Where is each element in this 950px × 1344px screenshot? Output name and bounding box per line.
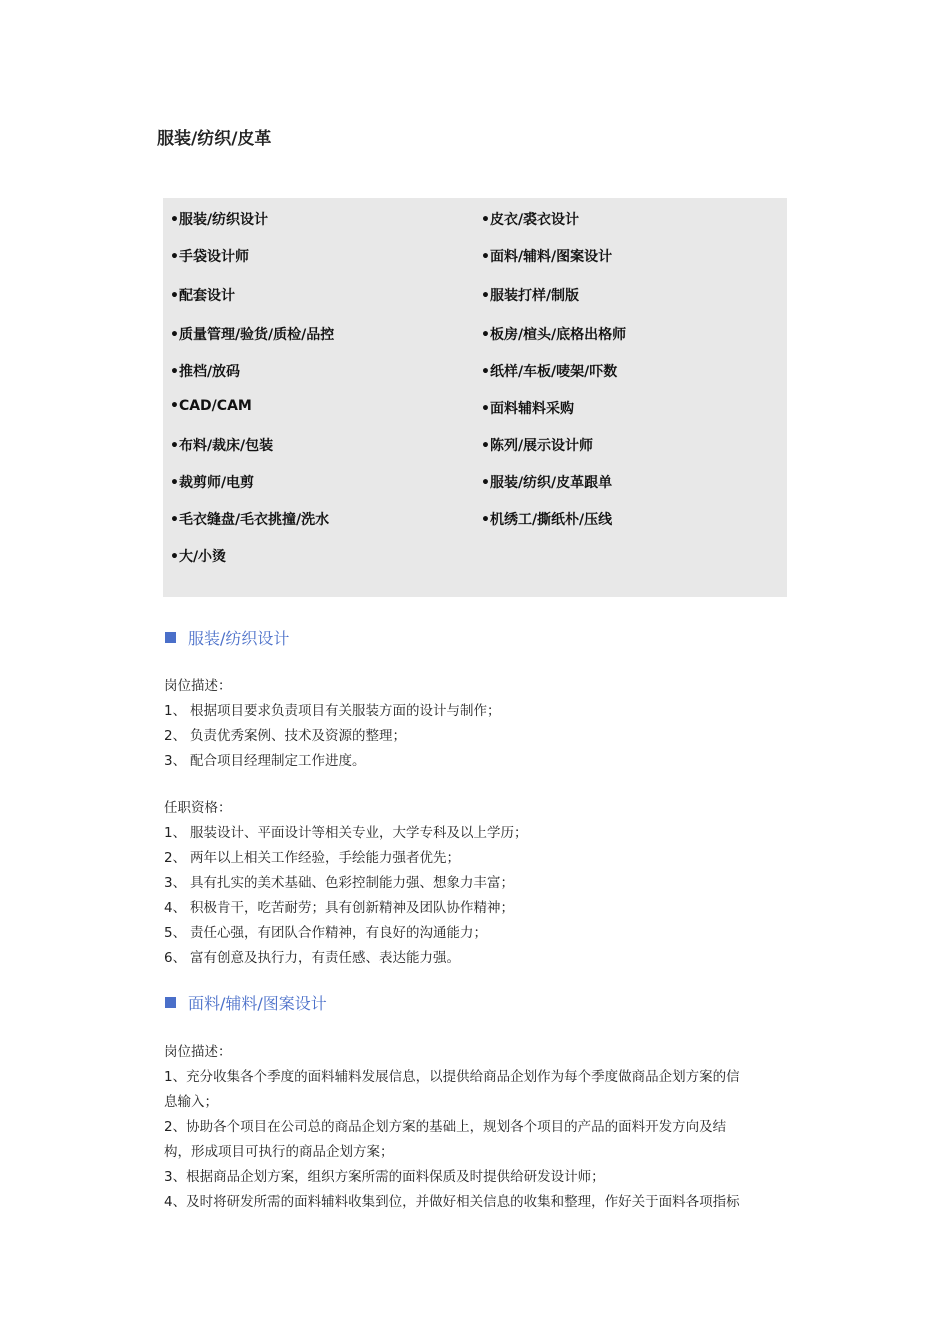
square-bullet-icon <box>165 997 176 1008</box>
category-item[interactable]: •裁剪师/电剪 <box>170 475 255 491</box>
category-item[interactable]: •面料/辅料/图案设计 <box>481 249 613 265</box>
req-line: 4、 积极肯干，吃苦耐劳；具有创新精神及团队协作精神； <box>164 900 514 916</box>
category-item[interactable]: •CAD/CAM <box>170 398 252 414</box>
category-item[interactable]: •大/小烫 <box>170 549 227 565</box>
page-title: 服装/纺织/皮革 <box>157 129 272 149</box>
category-box <box>163 198 787 597</box>
category-item[interactable]: •纸样/车板/唛架/吓数 <box>481 364 618 380</box>
duty-line: 3、根据商品企划方案，组织方案所需的面料保质及时提供给研发设计师； <box>164 1169 605 1185</box>
category-item[interactable]: •陈列/展示设计师 <box>481 438 594 454</box>
section-heading-label: 面料/辅料/图案设计 <box>188 994 327 1013</box>
category-item[interactable]: •板房/楦头/底格出格师 <box>481 327 627 343</box>
section-heading-label: 服装/纺织设计 <box>188 629 290 648</box>
duties-label: 岗位描述： <box>164 678 232 694</box>
category-item[interactable]: •服装打样/制版 <box>481 288 580 304</box>
category-item[interactable]: •布料/裁床/包装 <box>170 438 274 454</box>
duty-line: 构，形成项目可执行的商品企划方案； <box>164 1144 394 1160</box>
duty-line: 1、充分收集各个季度的面料辅料发展信息，以提供给商品企划作为每个季度做商品企划方案的信 <box>164 1069 740 1085</box>
duty-line: 息输入； <box>164 1094 218 1110</box>
duty-line: 2、 负责优秀案例、技术及资源的整理； <box>164 728 406 744</box>
square-bullet-icon <box>165 632 176 643</box>
section-heading <box>165 991 327 1014</box>
duties-label: 岗位描述： <box>164 1044 232 1060</box>
req-line: 1、 服装设计、平面设计等相关专业，大学专科及以上学历； <box>164 825 528 841</box>
duty-line: 3、 配合项目经理制定工作进度。 <box>164 753 366 769</box>
req-line: 3、 具有扎实的美术基础、色彩控制能力强、想象力丰富； <box>164 875 514 891</box>
section-heading <box>165 626 289 649</box>
category-item[interactable]: •推档/放码 <box>170 364 241 380</box>
category-item[interactable]: •质量管理/验货/质检/品控 <box>170 327 335 343</box>
req-line: 5、 责任心强，有团队合作精神，有良好的沟通能力； <box>164 925 487 941</box>
category-item[interactable]: •手袋设计师 <box>170 249 249 265</box>
category-item[interactable]: •面料辅料采购 <box>481 401 574 417</box>
duty-line: 4、及时将研发所需的面料辅料收集到位，并做好相关信息的收集和整理，作好关于面料各项指标 <box>164 1194 740 1210</box>
duty-line: 2、协助各个项目在公司总的商品企划方案的基础上，规划各个项目的产品的面料开发方向及结 <box>164 1119 727 1135</box>
category-item[interactable]: •服装/纺织设计 <box>170 212 269 228</box>
req-line: 2、 两年以上相关工作经验，手绘能力强者优先； <box>164 850 460 866</box>
category-item[interactable]: •皮衣/裘衣设计 <box>481 212 580 228</box>
duty-line: 1、 根据项目要求负责项目有关服装方面的设计与制作； <box>164 703 501 719</box>
category-item[interactable]: •毛衣缝盘/毛衣挑撞/洗水 <box>170 512 330 528</box>
reqs-label: 任职资格： <box>164 800 232 816</box>
category-item[interactable]: •配套设计 <box>170 288 235 304</box>
req-line: 6、 富有创意及执行力，有责任感、表达能力强。 <box>164 950 460 966</box>
category-item[interactable]: •机绣工/撕纸朴/压线 <box>481 512 613 528</box>
category-item[interactable]: •服装/纺织/皮革跟单 <box>481 475 613 491</box>
